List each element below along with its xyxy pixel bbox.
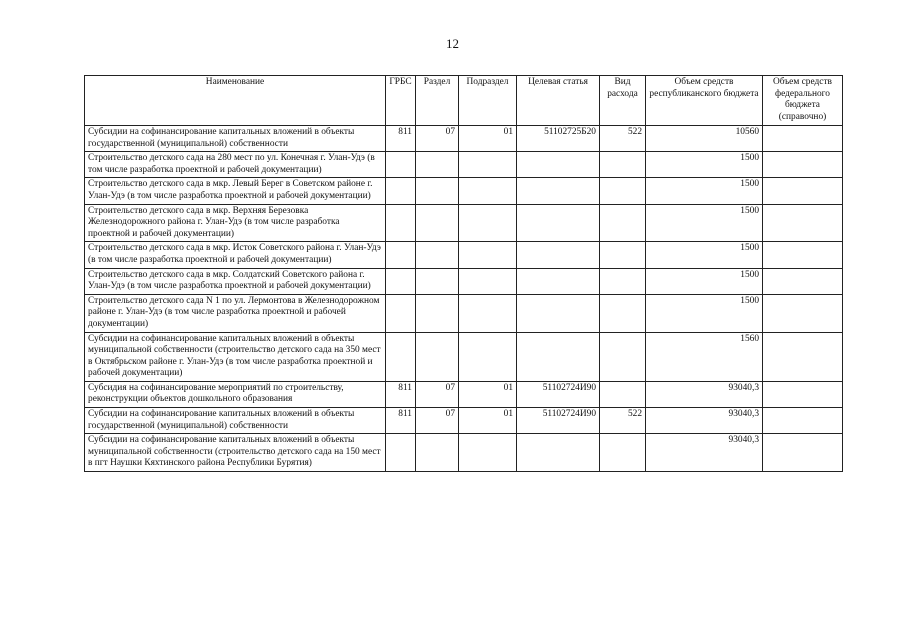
header-resp-budget: Объем средств республиканского бюджета	[646, 76, 763, 126]
row-name: Субсидии на софинансирование капитальных вложений в объекты государственной (муниципальной) собственности	[85, 408, 386, 434]
header-razdel: Раздел	[416, 76, 459, 126]
table-row	[85, 332, 843, 381]
row-resp-budget: 1500	[646, 268, 763, 294]
row-razdel: 07	[416, 381, 459, 407]
table-row	[85, 152, 843, 178]
header-fed-budget: Объем средств федерального бюджета (справочно)	[763, 76, 843, 126]
row-razdel	[416, 152, 459, 178]
table-row	[85, 178, 843, 204]
row-name: Субсидии на софинансирование капитальных вложений в объекты муниципальной собственности (строительство детского сада на 150 мест в пгт Наушки Кяхтинского района Республики Бурятия)	[85, 434, 386, 472]
row-resp-budget: 1500	[646, 178, 763, 204]
row-statya: 51102724И90	[517, 381, 600, 407]
row-name: Строительство детского сада в мкр. Левый Берег в Советском районе г. Улан-Удэ (в том числе разработка проектной и рабочей документации)	[85, 178, 386, 204]
row-resp-budget: 1500	[646, 294, 763, 332]
row-fed-budget	[763, 178, 843, 204]
row-resp-budget: 93040,3	[646, 408, 763, 434]
row-name: Строительство детского сада в мкр. Солдатский Советского района г. Улан-Удэ (в том числе разработка проектной и рабочей документации)	[85, 268, 386, 294]
row-podrazdel	[459, 152, 517, 178]
row-resp-budget: 1500	[646, 204, 763, 242]
page-number: 12	[446, 36, 459, 51]
row-fed-budget	[763, 332, 843, 381]
row-razdel	[416, 294, 459, 332]
table-header-row	[85, 76, 843, 126]
row-grbs	[386, 434, 416, 472]
row-grbs: 811	[386, 381, 416, 407]
row-grbs	[386, 294, 416, 332]
row-vid	[600, 332, 646, 381]
row-statya	[517, 332, 600, 381]
row-grbs	[386, 152, 416, 178]
row-grbs: 811	[386, 126, 416, 152]
row-statya	[517, 152, 600, 178]
row-vid	[600, 381, 646, 407]
table-row	[85, 204, 843, 242]
row-podrazdel: 01	[459, 381, 517, 407]
row-statya	[517, 178, 600, 204]
row-fed-budget	[763, 408, 843, 434]
row-razdel	[416, 268, 459, 294]
row-razdel	[416, 178, 459, 204]
row-grbs	[386, 178, 416, 204]
row-grbs	[386, 204, 416, 242]
table-row	[85, 126, 843, 152]
table-row	[85, 408, 843, 434]
row-vid	[600, 204, 646, 242]
row-grbs	[386, 242, 416, 268]
row-statya	[517, 242, 600, 268]
row-vid	[600, 294, 646, 332]
row-statya	[517, 268, 600, 294]
row-podrazdel	[459, 178, 517, 204]
row-razdel	[416, 434, 459, 472]
header-name: Наименование	[85, 76, 386, 126]
row-resp-budget: 1500	[646, 242, 763, 268]
row-statya	[517, 434, 600, 472]
row-vid	[600, 152, 646, 178]
row-name: Субсидии на софинансирование капитальных вложений в объекты государственной (муниципальной) собственности	[85, 126, 386, 152]
row-fed-budget	[763, 204, 843, 242]
row-fed-budget	[763, 381, 843, 407]
row-fed-budget	[763, 294, 843, 332]
row-podrazdel	[459, 268, 517, 294]
budget-table	[84, 75, 843, 472]
header-podrazdel: Подраздел	[459, 76, 517, 126]
row-resp-budget: 93040,3	[646, 381, 763, 407]
row-fed-budget	[763, 152, 843, 178]
row-podrazdel	[459, 242, 517, 268]
row-fed-budget	[763, 434, 843, 472]
row-vid: 522	[600, 408, 646, 434]
row-resp-budget: 1500	[646, 152, 763, 178]
header-grbs: ГРБС	[386, 76, 416, 126]
row-vid	[600, 242, 646, 268]
row-vid	[600, 178, 646, 204]
row-vid	[600, 434, 646, 472]
table-row	[85, 294, 843, 332]
row-statya: 51102724И90	[517, 408, 600, 434]
row-razdel: 07	[416, 408, 459, 434]
row-name: Субсидии на софинансирование капитальных вложений в объекты муниципальной собственности (строительство детского сада на 350 мест в Октябрьском районе г. Улан-Удэ (в том числе разработка проектной и рабочей документации)	[85, 332, 386, 381]
row-fed-budget	[763, 268, 843, 294]
row-grbs	[386, 332, 416, 381]
row-razdel	[416, 242, 459, 268]
row-podrazdel: 01	[459, 408, 517, 434]
row-statya	[517, 294, 600, 332]
row-grbs	[386, 268, 416, 294]
row-vid: 522	[600, 126, 646, 152]
row-razdel	[416, 332, 459, 381]
row-podrazdel: 01	[459, 126, 517, 152]
row-vid	[600, 268, 646, 294]
row-resp-budget: 10560	[646, 126, 763, 152]
row-podrazdel	[459, 204, 517, 242]
row-resp-budget: 93040,3	[646, 434, 763, 472]
row-name: Строительство детского сада на 280 мест по ул. Конечная г. Улан-Удэ (в том числе разработка проектной и рабочей документации)	[85, 152, 386, 178]
row-fed-budget	[763, 126, 843, 152]
row-podrazdel	[459, 294, 517, 332]
row-resp-budget: 1560	[646, 332, 763, 381]
row-name: Строительство детского сада в мкр. Исток Советского района г. Улан-Удэ (в том числе разработка проектной и рабочей документации)	[85, 242, 386, 268]
table-row	[85, 268, 843, 294]
table-row	[85, 434, 843, 472]
header-statya: Целевая статья	[517, 76, 600, 126]
header-vid: Вид расхода	[600, 76, 646, 126]
row-name: Субсидия на софинансирование мероприятий по строительству, реконструкции объектов дошкольного образования	[85, 381, 386, 407]
row-podrazdel	[459, 332, 517, 381]
table-row	[85, 242, 843, 268]
row-razdel: 07	[416, 126, 459, 152]
row-name: Строительство детского сада N 1 по ул. Лермонтова в Железнодорожном районе г. Улан-Удэ (в том числе разработка проектной и рабочей документации)	[85, 294, 386, 332]
row-statya	[517, 204, 600, 242]
row-razdel	[416, 204, 459, 242]
row-statya: 51102725Б20	[517, 126, 600, 152]
row-fed-budget	[763, 242, 843, 268]
row-podrazdel	[459, 434, 517, 472]
row-grbs: 811	[386, 408, 416, 434]
table-row	[85, 381, 843, 407]
row-name: Строительство детского сада в мкр. Верхняя Березовка Железнодорожного района г. Улан-Удэ (в том числе разработка проектной и рабочей документации)	[85, 204, 386, 242]
